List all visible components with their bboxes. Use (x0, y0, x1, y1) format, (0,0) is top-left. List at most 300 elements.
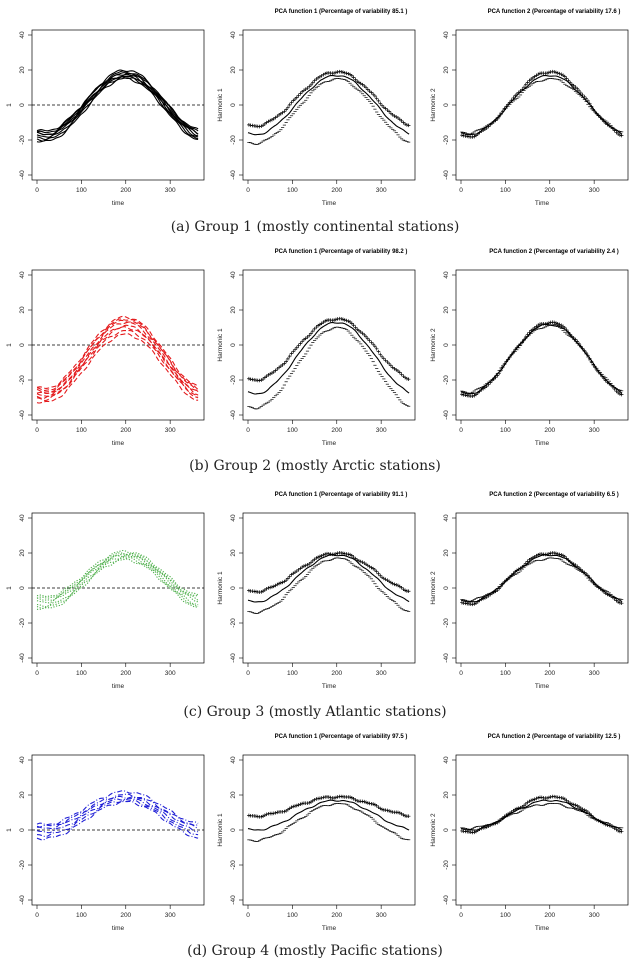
plus-mark (526, 81, 530, 85)
plus-mark (380, 355, 384, 359)
plus-mark (295, 804, 299, 808)
x-axis-label: Time (321, 925, 337, 932)
panel-3-1 (6, 513, 204, 690)
plus-mark (366, 801, 370, 805)
x-tick-label: 300 (164, 187, 176, 194)
plus-mark (620, 601, 624, 605)
y-tick-label: -40 (19, 653, 26, 663)
plus-mark (258, 379, 262, 383)
plus-mark (307, 801, 311, 805)
plus-mark (343, 318, 347, 322)
plus-mark (293, 804, 297, 808)
y-tick-label: 40 (230, 271, 237, 279)
plus-mark (407, 124, 411, 128)
plus-mark (362, 800, 366, 804)
plus-mark (272, 585, 276, 589)
y-tick-label: -20 (19, 860, 26, 870)
y-tick-label: -40 (230, 170, 237, 180)
x-axis-label: Time (534, 200, 550, 207)
y-tick-label: 0 (443, 103, 450, 107)
plus-mark (270, 585, 274, 589)
x-tick-label: 200 (544, 912, 556, 919)
plus-mark (552, 70, 556, 74)
plus-mark (352, 76, 356, 80)
x-tick-label: 200 (544, 670, 556, 677)
plus-mark (279, 581, 283, 585)
panel-2-3 (430, 249, 628, 447)
x-tick-label: 0 (459, 187, 463, 194)
pca-minus-curve (460, 558, 623, 601)
plus-mark (345, 319, 349, 323)
station-curve (37, 791, 198, 825)
y-tick-label: 20 (443, 66, 450, 74)
plus-mark (247, 123, 251, 127)
panel-title: PCA function 2 (Percentage of variability 6.5 ) (489, 492, 619, 498)
y-tick-label: 40 (230, 31, 237, 39)
plus-mark (620, 134, 624, 138)
y-tick-label: -20 (230, 860, 237, 870)
plus-mark (327, 795, 331, 799)
panel-2-1 (6, 270, 204, 447)
y-tick-label: 40 (443, 271, 450, 279)
plus-mark (370, 341, 374, 345)
plus-mark (288, 354, 292, 358)
plus-mark (386, 360, 390, 364)
y-tick-label: -20 (19, 618, 26, 628)
y-tick-label: -20 (230, 135, 237, 145)
y-tick-label: -40 (443, 410, 450, 420)
x-tick-label: 100 (499, 912, 511, 919)
plus-mark (371, 802, 375, 806)
plus-mark (334, 796, 338, 800)
plus-mark (554, 71, 558, 75)
plus-mark (400, 119, 404, 123)
plus-mark (366, 337, 370, 341)
pca-minus-curve (460, 325, 623, 393)
plus-mark (284, 108, 288, 112)
plot-frame (456, 30, 628, 180)
y-axis-label: Harmonic 1 (217, 88, 224, 122)
y-axis-label: Harmonic 2 (430, 88, 437, 122)
x-axis-label: time (111, 683, 125, 690)
y-tick-label: -20 (443, 860, 450, 870)
x-axis-label: Time (534, 683, 550, 690)
y-tick-label: -40 (230, 653, 237, 663)
plus-mark (297, 803, 301, 807)
plus-mark (299, 92, 303, 96)
plus-mark (403, 814, 407, 818)
y-tick-label: 20 (230, 791, 237, 799)
plus-mark (558, 72, 562, 76)
x-tick-label: 300 (588, 427, 600, 434)
plus-mark (560, 796, 564, 800)
y-tick-label: 0 (230, 586, 237, 590)
plot-frame (456, 513, 628, 663)
plus-mark (535, 797, 539, 801)
plus-mark (348, 795, 352, 799)
x-axis-label: Time (321, 200, 337, 207)
panel-title: PCA function 1 (Percentage of variability 97.5 ) (274, 734, 408, 740)
plus-mark (283, 810, 287, 814)
plus-mark (487, 383, 491, 387)
plus-mark (258, 125, 262, 129)
plus-mark (510, 98, 514, 102)
plus-mark (513, 94, 517, 98)
plus-mark (295, 96, 299, 100)
plus-mark (341, 318, 345, 322)
y-tick-label: 40 (19, 756, 26, 764)
y-tick-label: -40 (19, 895, 26, 905)
plus-mark (291, 805, 295, 809)
plot-area (247, 317, 410, 409)
panel-2-2 (217, 249, 415, 447)
y-tick-label: 0 (230, 103, 237, 107)
plus-mark (389, 364, 393, 368)
plus-mark (620, 393, 624, 397)
plus-mark (533, 797, 537, 801)
plot-frame (456, 755, 628, 905)
y-tick-label: 40 (443, 31, 450, 39)
plus-mark (400, 373, 404, 377)
plus-mark (311, 559, 315, 563)
x-tick-label: 300 (164, 670, 176, 677)
plus-mark (407, 814, 411, 818)
x-tick-label: 200 (331, 670, 343, 677)
panel-3-2 (217, 492, 415, 690)
plus-mark (254, 814, 258, 818)
plus-mark (299, 342, 303, 346)
panel-4-3 (430, 734, 628, 932)
plus-mark (375, 96, 379, 100)
plus-mark (291, 350, 295, 354)
plus-mark (460, 133, 464, 137)
y-tick-label: 0 (230, 828, 237, 832)
station-curve (37, 320, 198, 390)
x-tick-label: 0 (35, 187, 39, 194)
plus-mark (352, 323, 356, 327)
y-tick-label: 0 (443, 828, 450, 832)
x-tick-label: 200 (120, 187, 132, 194)
x-axis-label: Time (321, 683, 337, 690)
figure-caption: (a) Group 1 (mostly continental stations) (170, 219, 460, 235)
y-axis-label: Harmonic 1 (217, 571, 224, 605)
plus-mark (268, 119, 272, 123)
plus-mark (488, 381, 492, 385)
plus-mark (322, 553, 326, 557)
plot-area (32, 551, 204, 610)
x-tick-label: 200 (331, 912, 343, 919)
plus-mark (343, 71, 347, 75)
plus-mark (315, 797, 319, 801)
plus-mark (336, 795, 340, 799)
panel-title: PCA function 1 (Percentage of variability 91.1 ) (274, 492, 408, 498)
plot-area (460, 551, 623, 606)
x-tick-label: 0 (459, 670, 463, 677)
x-tick-label: 200 (331, 187, 343, 194)
plus-mark (378, 102, 382, 106)
plot-frame (243, 755, 415, 905)
plus-mark (556, 71, 560, 75)
plus-mark (291, 99, 295, 103)
pca-minus-curve (247, 78, 410, 144)
x-tick-label: 300 (588, 187, 600, 194)
figure-caption: (b) Group 2 (mostly Arctic stations) (189, 458, 441, 474)
x-tick-label: 300 (588, 670, 600, 677)
plus-mark (347, 552, 351, 556)
plus-mark (386, 809, 390, 813)
x-tick-label: 100 (286, 427, 298, 434)
y-tick-label: 0 (19, 103, 26, 107)
figure-caption: (d) Group 4 (mostly Pacific stations) (187, 943, 443, 959)
plus-mark (260, 590, 264, 594)
plus-mark (354, 326, 358, 330)
y-tick-label: 40 (230, 756, 237, 764)
plus-mark (373, 94, 377, 98)
plus-mark (274, 811, 278, 815)
plus-mark (341, 551, 345, 555)
x-tick-label: 100 (75, 912, 87, 919)
plus-mark (332, 796, 336, 800)
plus-mark (316, 555, 320, 559)
plus-mark (311, 81, 315, 85)
plus-mark (373, 344, 377, 348)
plus-mark (323, 552, 327, 556)
plus-mark (320, 796, 324, 800)
y-axis-label: 1 (6, 103, 13, 107)
plus-mark (405, 123, 409, 127)
plot-frame (243, 270, 415, 420)
plus-mark (247, 589, 251, 593)
x-tick-label: 300 (164, 912, 176, 919)
plus-mark (620, 830, 624, 834)
plus-mark (313, 79, 317, 83)
y-tick-label: 20 (230, 66, 237, 74)
plot-area (247, 551, 410, 613)
plus-mark (334, 318, 338, 322)
y-tick-label: 20 (443, 791, 450, 799)
plus-mark (552, 551, 556, 555)
plus-mark (471, 394, 475, 398)
plus-mark (554, 795, 558, 799)
plus-mark (281, 581, 285, 585)
plus-mark (460, 601, 464, 605)
plus-mark (272, 812, 276, 816)
x-tick-label: 100 (499, 427, 511, 434)
plus-mark (568, 81, 572, 85)
plus-mark (366, 88, 370, 92)
y-tick-label: 20 (230, 306, 237, 314)
plus-mark (247, 377, 251, 381)
plus-mark (347, 72, 351, 76)
figure-caption: (c) Group 3 (mostly Atlantic stations) (183, 704, 447, 720)
y-tick-label: 0 (19, 586, 26, 590)
x-tick-label: 100 (286, 670, 298, 677)
plus-mark (318, 555, 322, 559)
x-axis-label: Time (534, 440, 550, 447)
plus-mark (334, 71, 338, 75)
station-curve (37, 551, 198, 597)
x-tick-label: 0 (459, 912, 463, 919)
x-axis-label: Time (321, 440, 337, 447)
y-tick-label: -20 (230, 618, 237, 628)
plus-mark (332, 318, 336, 322)
plus-mark (339, 551, 343, 555)
plus-mark (268, 586, 272, 590)
plus-mark (309, 332, 313, 336)
y-tick-label: -40 (443, 653, 450, 663)
plot-area (247, 70, 410, 145)
plus-mark (407, 589, 411, 593)
y-tick-label: -40 (230, 895, 237, 905)
x-tick-label: 100 (286, 912, 298, 919)
y-tick-label: -40 (443, 895, 450, 905)
plus-mark (359, 560, 363, 564)
x-tick-label: 100 (75, 670, 87, 677)
plus-mark (607, 824, 611, 828)
plus-mark (297, 344, 301, 348)
y-tick-label: 0 (230, 343, 237, 347)
plus-mark (284, 360, 288, 364)
pca-minus-curve (247, 327, 410, 409)
plus-mark (393, 583, 397, 587)
y-tick-label: 20 (443, 549, 450, 557)
plus-mark (549, 795, 553, 799)
plus-mark (265, 813, 269, 817)
x-tick-label: 0 (246, 912, 250, 919)
plot-area (32, 70, 204, 142)
plot-frame (243, 30, 415, 180)
y-tick-label: 20 (19, 306, 26, 314)
plus-mark (567, 79, 571, 83)
plus-mark (332, 71, 336, 75)
y-axis-label: 1 (6, 828, 13, 832)
x-tick-label: 300 (375, 187, 387, 194)
panel-1-3 (430, 9, 628, 207)
plus-mark (387, 362, 391, 366)
plus-mark (384, 359, 388, 363)
plus-mark (460, 392, 464, 396)
plus-mark (545, 71, 549, 75)
y-axis-label: Harmonic 2 (430, 571, 437, 605)
plus-mark (304, 564, 308, 568)
plus-mark (368, 339, 372, 343)
plus-mark (341, 70, 345, 74)
plus-mark (407, 377, 411, 381)
plus-mark (545, 796, 549, 800)
plot-area (32, 791, 204, 840)
plus-mark (512, 96, 516, 100)
x-tick-label: 200 (544, 427, 556, 434)
plot-area (460, 70, 623, 139)
y-tick-label: -20 (19, 375, 26, 385)
plus-mark (389, 810, 393, 814)
plus-mark (364, 86, 368, 90)
x-axis-label: time (111, 925, 125, 932)
plus-mark (267, 586, 271, 590)
x-axis-label: time (111, 200, 125, 207)
plot-area (32, 316, 204, 403)
plus-mark (547, 796, 551, 800)
pca-minus-curve (460, 78, 623, 134)
plus-mark (394, 583, 398, 587)
plus-mark (260, 815, 264, 819)
y-tick-label: 0 (443, 586, 450, 590)
plus-mark (313, 327, 317, 331)
plus-mark (364, 801, 368, 805)
panel-4-1 (6, 755, 204, 932)
x-tick-label: 0 (246, 670, 250, 677)
plus-mark (290, 101, 294, 105)
station-curve (37, 553, 198, 600)
plus-mark (540, 796, 544, 800)
plus-mark (460, 829, 464, 833)
plus-mark (277, 582, 281, 586)
plus-mark (552, 321, 556, 325)
y-tick-label: 40 (443, 514, 450, 522)
panel-title: PCA function 1 (Percentage of variability 85.1 ) (274, 9, 408, 15)
plus-mark (375, 347, 379, 351)
y-axis-label: 1 (6, 343, 13, 347)
plus-mark (345, 71, 349, 75)
x-tick-label: 100 (286, 187, 298, 194)
plus-mark (329, 796, 333, 800)
plus-mark (378, 353, 382, 357)
y-tick-label: 20 (19, 791, 26, 799)
plus-mark (286, 106, 290, 110)
plus-mark (473, 830, 477, 834)
plus-mark (339, 70, 343, 74)
x-tick-label: 300 (375, 427, 387, 434)
x-tick-label: 0 (35, 427, 39, 434)
panel-1-1 (6, 30, 204, 207)
plus-mark (288, 575, 292, 579)
x-tick-label: 200 (120, 427, 132, 434)
y-tick-label: 40 (443, 756, 450, 764)
plus-mark (320, 554, 324, 558)
y-tick-label: -20 (443, 135, 450, 145)
plus-mark (347, 319, 351, 323)
station-curve (37, 73, 198, 131)
plus-mark (547, 71, 551, 75)
station-curve (37, 558, 198, 609)
x-tick-label: 0 (246, 187, 250, 194)
plus-mark (377, 572, 381, 576)
pca-plus-curve (460, 551, 623, 606)
y-tick-label: 40 (230, 514, 237, 522)
y-axis-label: Harmonic 2 (430, 813, 437, 847)
y-tick-label: -20 (230, 375, 237, 385)
plus-mark (554, 552, 558, 556)
y-tick-label: 0 (19, 828, 26, 832)
plus-mark (574, 803, 578, 807)
plus-mark (531, 798, 535, 802)
y-tick-label: 40 (19, 271, 26, 279)
plus-mark (575, 340, 579, 344)
mean-curve (248, 323, 409, 394)
y-tick-label: 20 (443, 306, 450, 314)
plus-mark (529, 799, 533, 803)
panel-4-2 (217, 734, 415, 932)
y-tick-label: -40 (230, 410, 237, 420)
plus-mark (387, 809, 391, 813)
x-tick-label: 100 (499, 670, 511, 677)
x-tick-label: 200 (544, 187, 556, 194)
x-tick-label: 100 (75, 187, 87, 194)
plus-mark (286, 577, 290, 581)
x-tick-label: 300 (375, 912, 387, 919)
plus-mark (371, 342, 375, 346)
plus-mark (561, 796, 565, 800)
